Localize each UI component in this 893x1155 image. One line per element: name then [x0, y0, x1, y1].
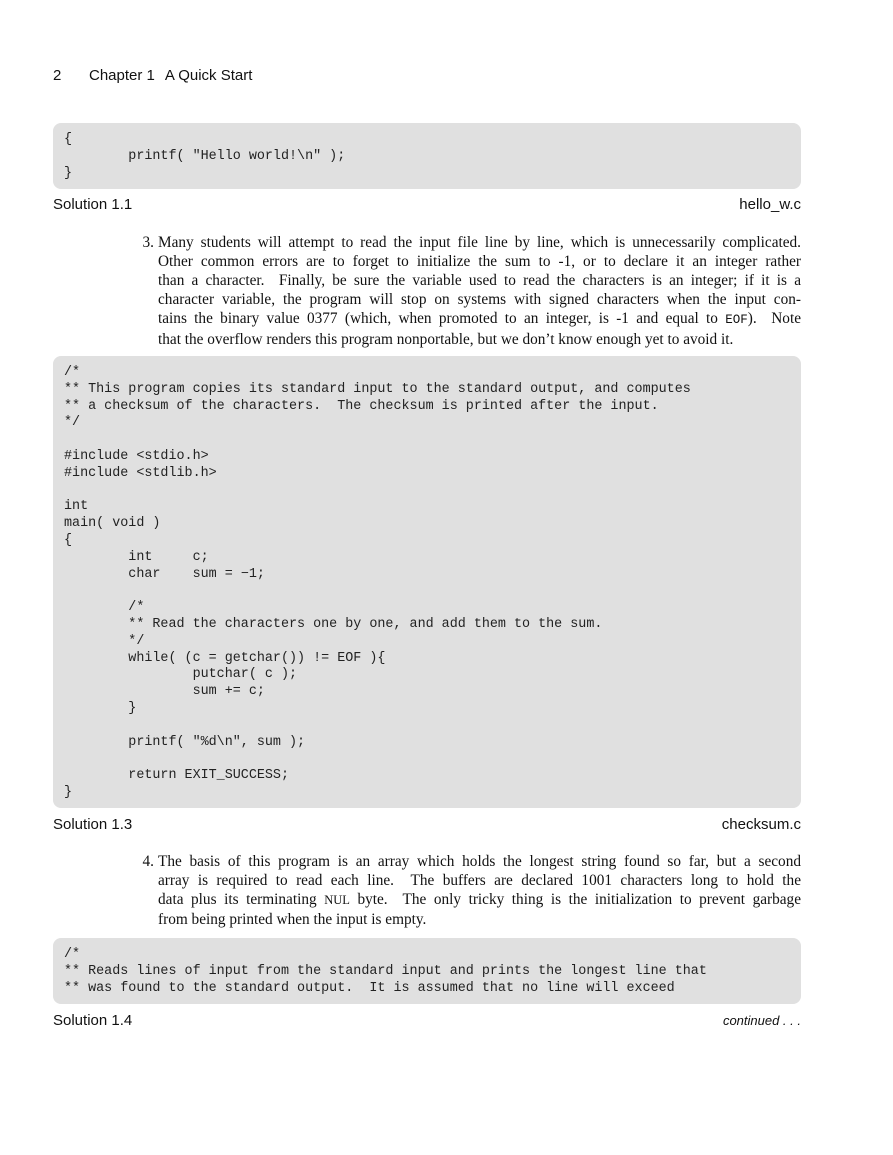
code-line: return EXIT_SUCCESS; — [64, 768, 289, 784]
code-line: { — [64, 132, 73, 147]
paragraph-line: The basis of this program is an array which holds the longest string found so far, but a second — [158, 853, 801, 870]
code-line: } — [64, 165, 73, 181]
paragraph-line-eof: tains the binary value 0377 (which, when promoted to an integer, is -1 and equal to EOF). Note — [158, 310, 801, 328]
list-item — [128, 233, 801, 350]
chapter-title: A Quick Start — [164, 67, 253, 84]
item-number: 3. — [142, 234, 154, 251]
paragraph-line: Many students will attempt to read the input file line by line, which is unnecessarily complicated. — [158, 234, 801, 251]
code-line: /* — [64, 600, 145, 616]
code-line: ** Reads lines of input from the standard input and prints the longest line that — [64, 963, 707, 979]
code-block-longest — [53, 938, 801, 1004]
code-line — [64, 751, 790, 768]
code-line: /* — [64, 947, 81, 962]
code-line: ** This program copies its standard input to the standard output, and computes — [64, 381, 691, 397]
solution-label: Solution 1.1 — [53, 196, 133, 213]
code-line — [64, 483, 790, 500]
code-line: /* — [64, 365, 81, 380]
code-line: printf( "%d\n", sum ); — [64, 734, 306, 750]
code-block-checksum — [53, 356, 801, 808]
file-name: checksum.c — [721, 816, 801, 833]
code-line: printf( "Hello world!\n" ); — [64, 148, 346, 164]
code-line: sum += c; — [64, 684, 265, 700]
code-line — [64, 583, 790, 600]
paragraph-line: array is required to read each line. The buffers are declared 1001 characters long to hold the — [158, 872, 801, 890]
solution-label: Solution 1.3 — [53, 816, 133, 833]
code-line: } — [64, 700, 137, 716]
code-line: int c; — [64, 549, 209, 565]
code-line: putchar( c ); — [64, 667, 298, 683]
solution-caption — [53, 1011, 801, 1031]
code-block-hello — [53, 123, 801, 189]
code-line: { — [64, 532, 73, 548]
code-line: while( (c = getchar()) != EOF ){ — [64, 650, 386, 666]
item-number: 4. — [142, 853, 154, 870]
code-line: ** a checksum of the characters. The checksum is printed after the input. — [64, 398, 659, 414]
code-line: ** Read the characters one by one, and add them to the sum. — [64, 616, 603, 632]
code-line: ** was found to the standard output. It is assumed that no line will exceed — [64, 980, 675, 996]
paragraph-line: from being printed when the input is empty. — [158, 911, 427, 929]
paragraph-line: than a character. Finally, be sure the variable used to read the characters is an integer; if it is a — [158, 272, 801, 290]
eof-constant: EOF — [725, 313, 748, 328]
code-line: #include <stdlib.h> — [64, 465, 217, 481]
code-line — [64, 432, 790, 449]
paragraph-line: Other common errors are to forget to initialize the sum to -1, or to declare it an integer rather — [158, 253, 801, 271]
nul-term: NUL — [324, 893, 350, 908]
code-line: #include <stdio.h> — [64, 448, 209, 464]
page-header — [53, 66, 252, 86]
solution-caption — [53, 195, 801, 215]
list-item — [128, 852, 801, 929]
solution-caption — [53, 815, 801, 835]
paragraph-line: character variable, the program will stop on systems with signed characters when the input con- — [158, 291, 801, 309]
code-line: main( void ) — [64, 516, 161, 532]
file-name: hello_w.c — [739, 196, 801, 213]
page-number: 2 — [53, 67, 62, 84]
code-line: int — [64, 499, 89, 515]
code-line: } — [64, 784, 73, 800]
code-line — [64, 718, 790, 735]
code-line: */ — [64, 633, 145, 649]
code-line: char sum = −1; — [64, 566, 265, 582]
paragraph-line-nul: data plus its terminating NUL byte. The only tricky thing is the initialization to prevent garbage — [158, 891, 801, 909]
paragraph-line: that the overflow renders this program nonportable, but we don’t know enough yet to avoid it. — [158, 331, 734, 349]
continued-note: continued . . . — [722, 1013, 801, 1028]
solution-label: Solution 1.4 — [53, 1012, 133, 1029]
chapter-label: Chapter 1 — [89, 67, 155, 84]
code-line: */ — [64, 415, 81, 431]
